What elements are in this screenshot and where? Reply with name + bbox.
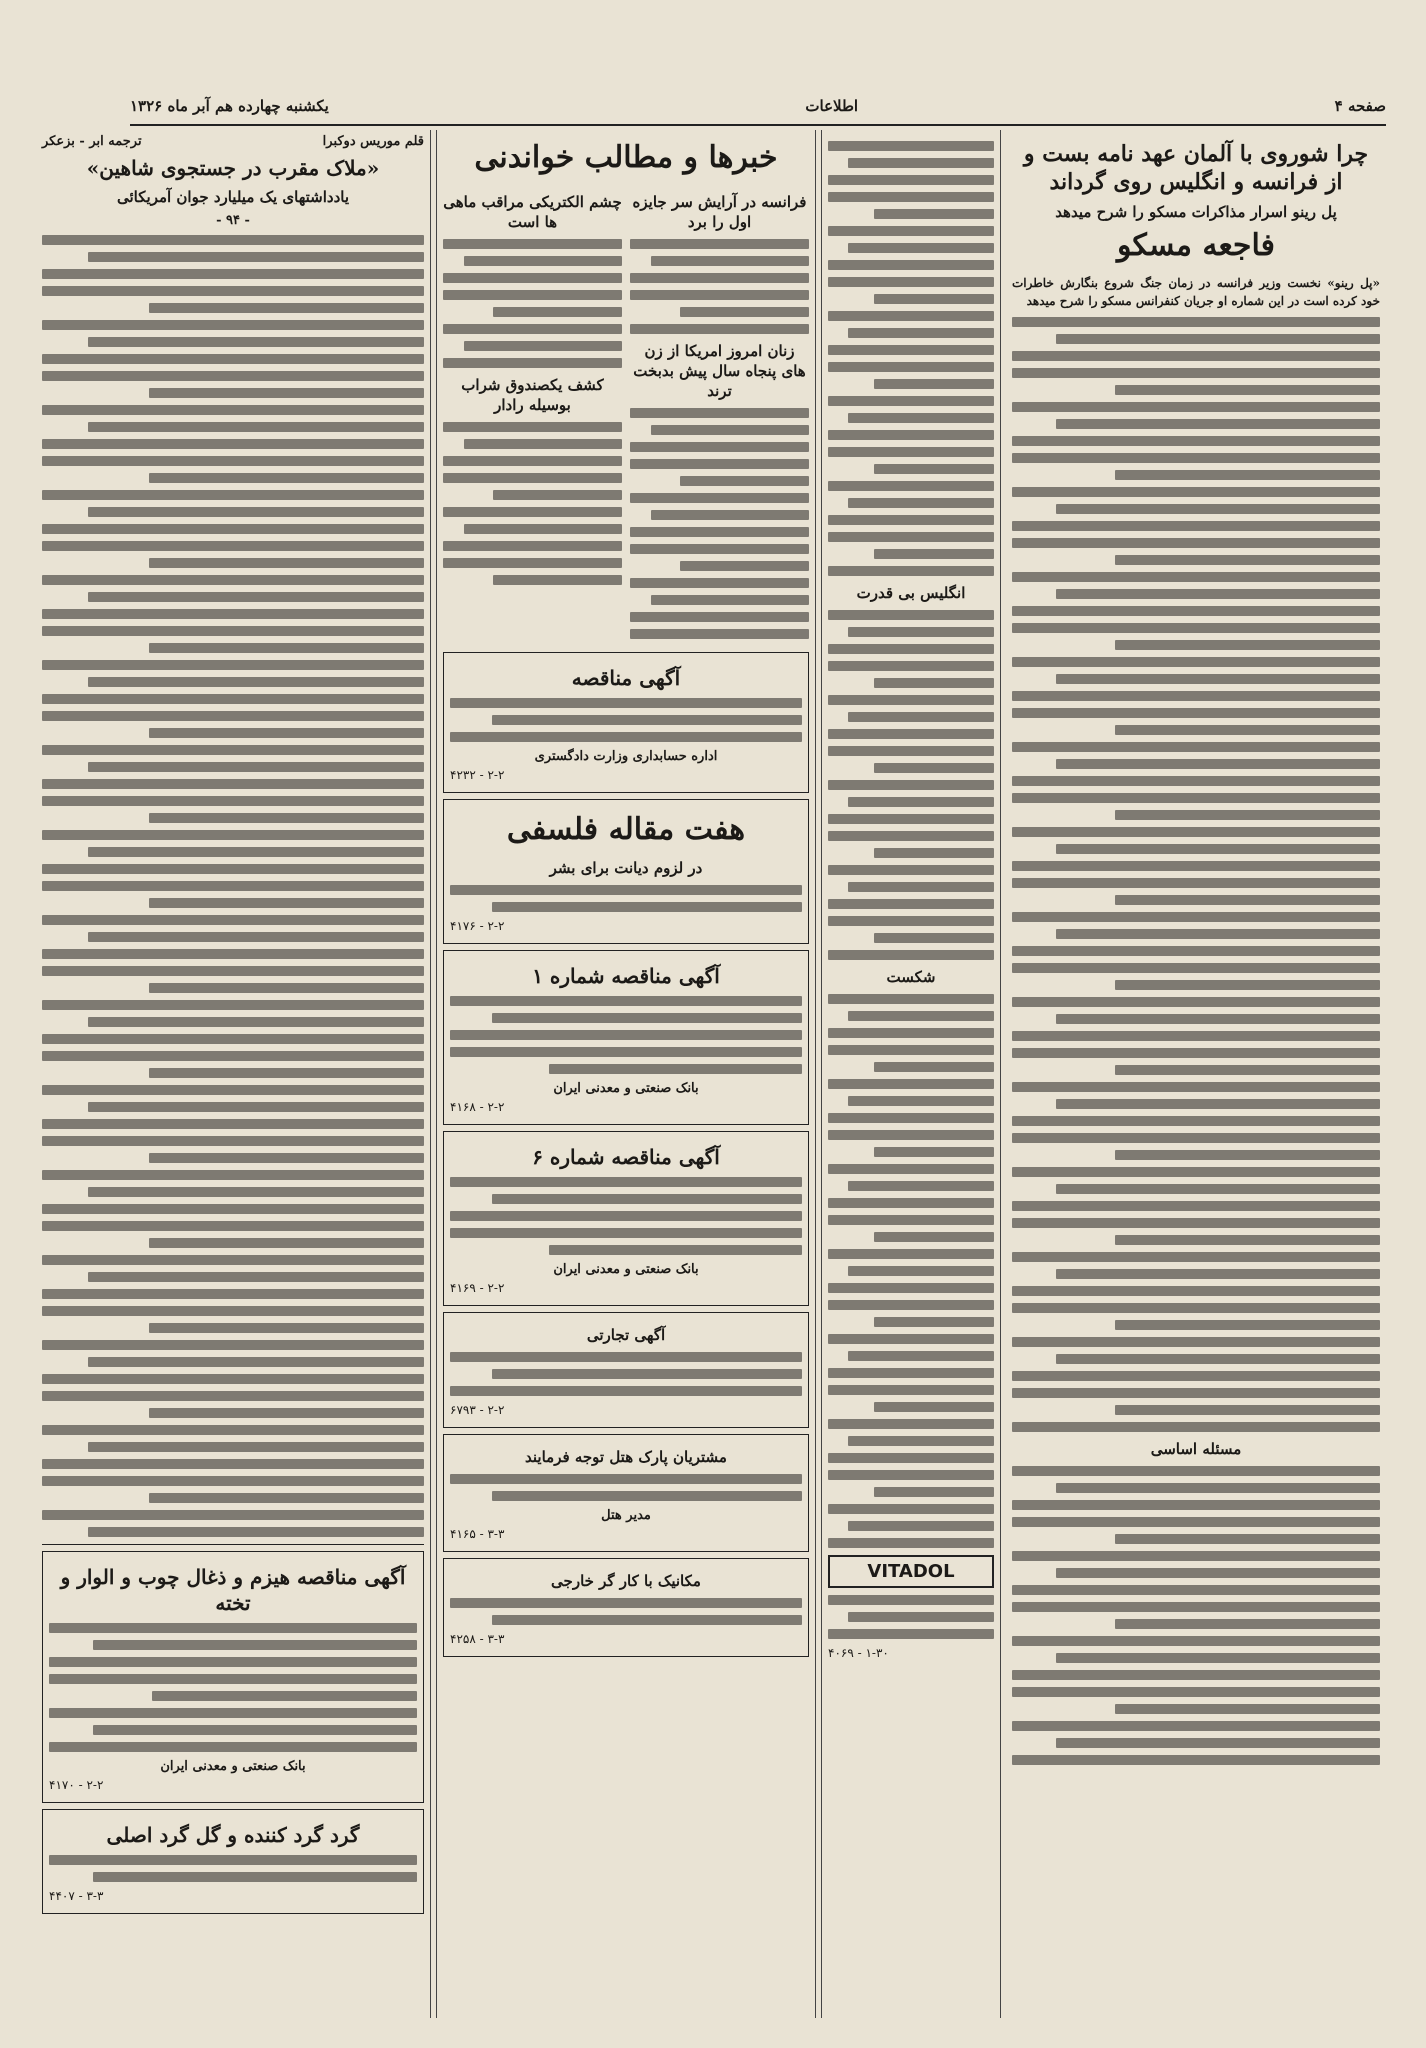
- ad-firewood-sign: بانک صنعتی و معدنی ایران: [160, 1759, 306, 1774]
- serial-translator: ترجمه ابر - بزعکر: [42, 134, 142, 149]
- ad-tender-6-code: ۴۱۶۹ - ۲-۲: [450, 1281, 505, 1295]
- news-item-hair-title: فرانسه در آرایش سر جایزه اول را برد: [632, 193, 807, 231]
- ad-mechanic-code: ۴۲۵۸ - ۳-۳: [450, 1632, 505, 1646]
- ad-book: [443, 799, 809, 944]
- news-item-radar-title: کشف یکصندوق شراب بوسیله رادار: [461, 376, 604, 414]
- ad-tender-justice-title: آگهی مناقصه: [571, 666, 681, 690]
- serial-title: «ملاک مقرب در جستجوی شاهین»: [86, 156, 380, 180]
- ad-commercial-code: ۶۷۹۳ - ۲-۲: [450, 1403, 505, 1417]
- headline-news: خبرها و مطالب خواندنی: [474, 140, 778, 175]
- headline-soviet-germany: چرا شوروی با آلمان عهد نامه بست و از فرانسه و انگلیس روی گرداند: [1023, 141, 1369, 195]
- subhead-defeat: شکست: [886, 968, 936, 986]
- column-politics-right: [1006, 130, 1386, 2018]
- column-serial: [36, 130, 431, 2018]
- ad-tender-1-title: آگهی مناقصه شماره ۱: [532, 964, 720, 988]
- serial-subtitle: یادداشتهای یک میلیارد جوان آمریکائی: [116, 188, 350, 206]
- running-head: [130, 88, 1386, 126]
- news-items-row: [443, 186, 809, 646]
- ad-park-hotel-code: ۴۱۶۵ - ۳-۳: [450, 1527, 505, 1541]
- serial-byline-row: [42, 134, 424, 149]
- vitadol-code: ۴۰۶۹ - ۱-۳۰: [828, 1646, 889, 1660]
- ad-firewood-title: آگهی مناقصه هیزم و ذغال چوب و الوار و تخته: [60, 1565, 406, 1615]
- ad-book-code: ۴۱۷۶ - ۲-۲: [450, 919, 505, 933]
- news-item-eye-title: چشم الکتریکی مراقب ماهی ها است: [443, 193, 622, 231]
- serial-byline: قلم موریس دوکبرا: [322, 134, 424, 149]
- ad-tender-1-sign: بانک صنعتی و معدنی ایران: [553, 1081, 699, 1096]
- ad-powder-code: ۴۴۰۷ - ۳-۳: [49, 1889, 104, 1903]
- ad-tender-1-code: ۴۱۶۸ - ۲-۲: [450, 1100, 505, 1114]
- column-politics-left: [821, 130, 1001, 2018]
- ad-tender-justice-sign: اداره حسابداری وزارت دادگستری: [534, 749, 718, 764]
- page-label: صفحه ۴: [1334, 97, 1386, 115]
- ad-tender-6-sign: بانک صنعتی و معدنی ایران: [553, 1262, 699, 1277]
- ad-tender-justice-code: ۴۲۳۲ - ۲-۲: [450, 768, 505, 782]
- ad-tender-6: [443, 1131, 809, 1306]
- ad-mechanic: [443, 1558, 809, 1657]
- ad-tender-1: [443, 950, 809, 1125]
- ad-firewood-code: ۴۱۷۰ - ۲-۲: [49, 1778, 104, 1792]
- ad-commercial-title: آگهی تجارتی: [586, 1326, 666, 1344]
- subhead-reynaud: پل رینو اسرار مذاکرات مسکو را شرح میدهد: [1055, 203, 1337, 221]
- ad-park-hotel-sign: مدیر هتل: [601, 1508, 651, 1523]
- ad-park-hotel: [443, 1434, 809, 1552]
- date-line: یکشنبه چهارده هم آبر ماه ۱۳۲۶: [130, 97, 329, 115]
- ad-tender-6-title: آگهی مناقصه شماره ۶: [532, 1145, 720, 1169]
- vitadol-ad: VITADOL: [828, 1555, 994, 1588]
- ad-powder-title: گرد گرد کننده و گل گرد اصلی: [106, 1823, 360, 1847]
- title-moscow-tragedy: فاجعه مسکو: [1117, 228, 1275, 263]
- ad-tender-justice: [443, 652, 809, 793]
- ad-commercial: [443, 1312, 809, 1428]
- ad-firewood-tender: [42, 1551, 424, 1803]
- lede-reynaud: «پل رینو» نخست وزیر فرانسه در زمان جنگ شروع بنگارش خاطرات خود کرده است در این شماره او جریان کنفرانس مسکو را شرح میدهد: [1012, 276, 1380, 308]
- ad-book-sub: در لزوم دیانت برای بشر: [549, 859, 703, 877]
- ad-book-title: هفت مقاله فلسفی: [506, 812, 746, 847]
- ad-mechanic-title: مکانیک با کار گر خارجی: [551, 1572, 701, 1590]
- column-news-ads: [436, 130, 816, 2018]
- paper-name: اطلاعات: [805, 97, 859, 115]
- ad-powder: [42, 1809, 424, 1914]
- ad-park-hotel-title: مشتریان پارک هتل توجه فرمایند: [525, 1448, 727, 1466]
- news-item-women-title: زنان امروز امریکا از زن های پنجاه سال پیش بدبخت ترند: [633, 342, 806, 400]
- serial-part: - ۹۴ -: [216, 213, 250, 228]
- subhead-main-issue: مسئله اساسی: [1150, 1440, 1242, 1458]
- subhead-britain-powerless: انگلیس بی قدرت: [856, 584, 966, 602]
